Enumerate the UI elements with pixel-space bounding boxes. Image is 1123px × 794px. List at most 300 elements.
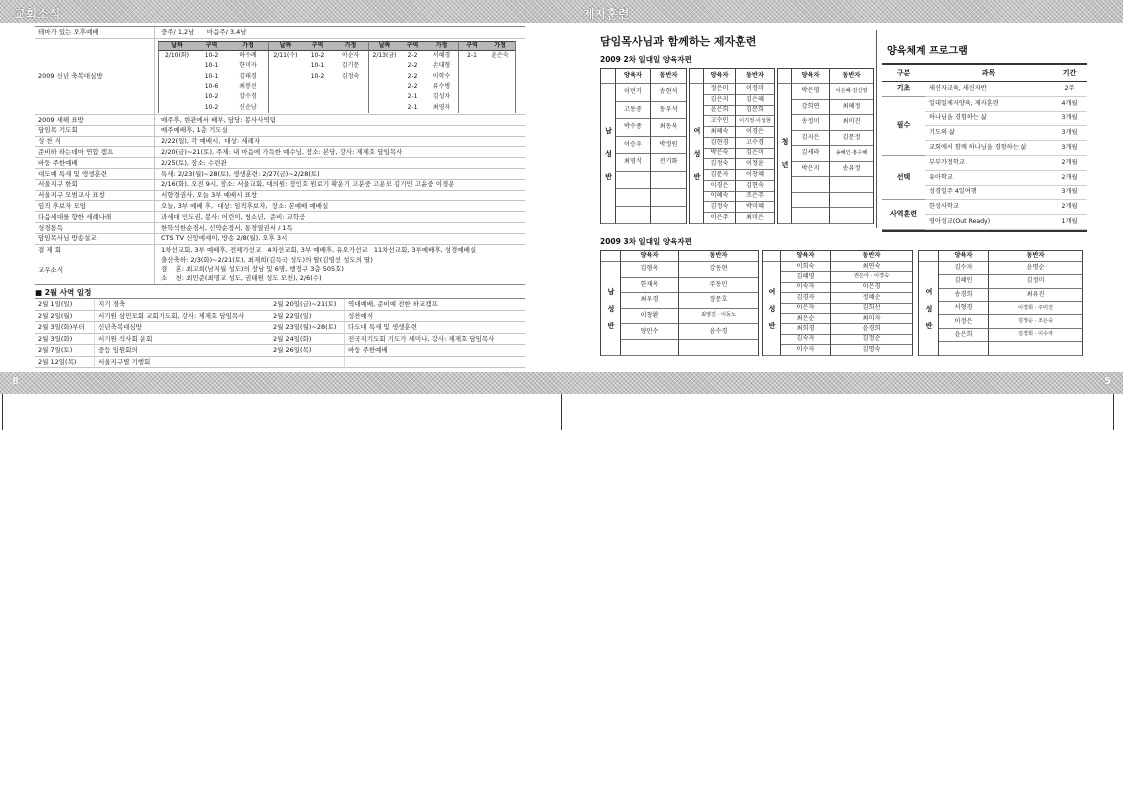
family-news-value bbox=[155, 255, 525, 284]
news-row-visitation bbox=[35, 39, 525, 115]
visitation-cell: 10-1 bbox=[204, 62, 219, 70]
left-section-title: 교회소식 bbox=[14, 7, 61, 21]
column-divider bbox=[876, 30, 877, 228]
round3-men-table bbox=[600, 250, 759, 356]
schedule-event: 서기원 삼민모회 교회기도회, 강사: 제제호 담임목사 bbox=[95, 311, 270, 323]
partner-name: 정혜순 bbox=[831, 293, 913, 303]
visitation-cell: 10-2 bbox=[204, 52, 219, 60]
news-row bbox=[35, 245, 525, 256]
program-subject: 성경일주 4일여행 bbox=[925, 186, 1052, 201]
visitation-cell bbox=[368, 102, 400, 112]
visitation-cell bbox=[333, 82, 368, 92]
visitation-cell: 2-1 bbox=[407, 93, 418, 101]
visitation-cell: 2/13(금) bbox=[368, 51, 400, 61]
news-label: 테마가 있는 오후예배 bbox=[35, 27, 155, 38]
visitation-cell: 2/10(화) bbox=[158, 51, 195, 61]
discipleship-title: 담임목사님과 함께하는 제자훈련 bbox=[600, 35, 757, 48]
partner-name: 김은미 bbox=[736, 149, 775, 160]
partner-name bbox=[830, 193, 874, 209]
schedule-event: 바둥 주한예배 bbox=[345, 345, 525, 357]
schedule-date: 2월 3일(화) bbox=[35, 334, 95, 346]
partner-name: 최혜정 bbox=[830, 100, 874, 116]
mentor-name: 김혜인 bbox=[939, 275, 989, 288]
partner-name: 김은혜 bbox=[736, 95, 775, 106]
bottom-footer-band bbox=[0, 372, 1123, 394]
visitation-header-cell: 구역 bbox=[302, 41, 333, 51]
mentor-header: 양육자 bbox=[792, 69, 830, 84]
partner-header: 동반자 bbox=[651, 69, 687, 84]
partner-header: 동반자 bbox=[830, 69, 874, 84]
news-value: 2/16(화), 오전 9시, 장소: 서울교회, 대의원: 장인호 원로기 확운기 고분중 고운모 김기민 고윤중 이경운 bbox=[161, 180, 455, 189]
visitation-cell bbox=[368, 61, 400, 71]
partner-name: 동우석 bbox=[651, 102, 687, 120]
partner-name: 권은아 · 이경숙 bbox=[831, 272, 913, 282]
mentor-name: 김숙자 bbox=[781, 335, 831, 345]
program-period: 2개월 bbox=[1052, 156, 1087, 171]
news-value: 2/25(토), 장소: 수련관 bbox=[161, 158, 227, 167]
visitation-header-cell: 날짜 bbox=[268, 41, 302, 51]
partner-name: 최연숙 bbox=[831, 262, 913, 272]
group-label-cell bbox=[763, 262, 781, 356]
visitation-cell bbox=[485, 102, 515, 112]
partner-header: 동반자 bbox=[736, 69, 775, 84]
mentor-name: 김혜영 bbox=[781, 272, 831, 282]
visitation-schedule-cell bbox=[155, 39, 525, 114]
mentor-name: 박은지 bbox=[792, 162, 830, 178]
schedule-title: ■ 2월 사역 일정 bbox=[35, 288, 92, 297]
visitation-cell: 한미자 bbox=[239, 62, 257, 70]
schedule-date: 2월 12일(목) bbox=[35, 357, 95, 369]
partner-header: 동반자 bbox=[831, 251, 913, 262]
news-value: 중주/ 1,2남 마음주/ 3,4남 bbox=[161, 28, 247, 37]
schedule-date: 2월 24일(화) bbox=[270, 334, 345, 346]
visitation-cell: 10-2 bbox=[204, 103, 219, 111]
partner-name: 송현석 bbox=[651, 84, 687, 102]
news-value: 한학석한순경서, 신약순경서, 통경열권서 / 1독 bbox=[161, 223, 293, 232]
mentor-name: 김정숙 bbox=[704, 159, 736, 170]
mentor-name: 김형옥 bbox=[621, 262, 679, 278]
program-header-cell: 과목 bbox=[925, 65, 1052, 82]
round3-title: 2009 3차 일대일 양육자편 bbox=[600, 237, 692, 246]
visitation-schedule-table bbox=[158, 41, 516, 113]
round2-title: 2009 2차 일대일 양육자편 bbox=[600, 55, 692, 64]
partner-name: 이은혜·김신영 bbox=[830, 84, 874, 100]
partner-name: 윤수경 bbox=[679, 324, 759, 340]
partner-name: 박미혜 bbox=[736, 202, 775, 213]
visitation-cell: 강수경 bbox=[239, 93, 257, 101]
news-row bbox=[35, 115, 525, 126]
partner-name: 최미진 bbox=[830, 115, 874, 131]
church-news-table bbox=[35, 26, 525, 285]
visitation-cell: 2/11(수) bbox=[268, 51, 302, 61]
program-period: 2개월 bbox=[1052, 200, 1087, 215]
visitation-cell: 10-2 bbox=[310, 52, 325, 60]
news-value: 오늘, 3부 예배 후, 대상: 임직후보자, 장소: 본예배 예배실 bbox=[161, 202, 329, 211]
news-value: 서향경권사, 오늘 3부 예배시 표창 bbox=[161, 191, 258, 200]
schedule-event: 다도대 특새 및 생생훈련 bbox=[345, 322, 525, 334]
visitation-cell bbox=[333, 92, 368, 102]
mentor-name: 양민수 bbox=[621, 324, 679, 340]
visitation-cell: 10-6 bbox=[204, 83, 219, 91]
mentor-name: 박수종 bbox=[616, 119, 651, 137]
program-period: 3개월 bbox=[1052, 126, 1087, 141]
news-row bbox=[35, 191, 525, 202]
mentor-name: 이혜숙 bbox=[704, 192, 736, 203]
visitation-cell bbox=[485, 82, 515, 92]
group-label-cell bbox=[778, 84, 792, 224]
news-label: 담임목사님 방송설교 bbox=[35, 234, 155, 244]
mentor-name: 이창환 bbox=[621, 309, 679, 325]
visitation-cell: 2-2 bbox=[407, 72, 418, 80]
group-label: 남성반 bbox=[607, 287, 615, 339]
left-page-number: 8 bbox=[12, 376, 19, 387]
schedule-event: 전국지기도회 기도가 세미나, 강사: 제제호 담임목사 bbox=[345, 334, 525, 346]
visitation-cell: 윤은숙 bbox=[491, 52, 509, 60]
partner-name: 이정윤 bbox=[736, 159, 775, 170]
schedule-event: 지기 경축 bbox=[95, 299, 270, 311]
visitation-header-cell: 구역 bbox=[195, 41, 228, 51]
news-label: 결 제 회 bbox=[35, 245, 155, 256]
program-period: 1개월 bbox=[1052, 215, 1087, 230]
visitation-cell bbox=[302, 92, 333, 102]
mentor-name: 최희경 bbox=[781, 324, 831, 334]
visitation-header-cell: 가정 bbox=[333, 41, 368, 51]
partner-name: 이기정·이성현 bbox=[736, 116, 775, 127]
visitation-cell bbox=[485, 61, 515, 71]
schedule-date: 2월 2일(월) bbox=[35, 311, 95, 323]
program-category: 사역훈련 bbox=[882, 200, 925, 230]
visitation-cell bbox=[302, 82, 333, 92]
visitation-cell: 10-1 bbox=[204, 72, 219, 80]
partner-name: 윤경희 bbox=[831, 324, 913, 334]
news-value: 매주예배후, 1층 기도실 bbox=[161, 126, 228, 135]
group-label-cell bbox=[690, 84, 704, 224]
news-value: 2/20(금)~21(토), 주제: 내 마음에 가득한 예수님, 장소: 본당, 강사: 제제호 담임목사 bbox=[161, 148, 403, 157]
partner-name bbox=[830, 177, 874, 193]
mentor-name: 최은순 bbox=[781, 314, 831, 324]
program-period: 3개월 bbox=[1052, 186, 1087, 201]
news-label: 다음세대를 향한 세례나래 bbox=[35, 212, 155, 222]
program-subject: 일대일제자양육, 제자훈련 bbox=[925, 97, 1052, 112]
visitation-cell bbox=[368, 82, 400, 92]
visitation-cell bbox=[158, 61, 195, 71]
news-row bbox=[35, 212, 525, 223]
family-news-line: 소 천: 최민준(최명교 성도, 권태원 성도 모친), 2/6(수) bbox=[161, 274, 322, 283]
partner-name bbox=[651, 207, 687, 225]
visitation-header-cell: 가정 bbox=[485, 41, 515, 51]
partner-name: 최유진 bbox=[989, 289, 1083, 302]
news-row bbox=[35, 169, 525, 180]
news-label: 준비하 하는데마 연합 캠프 bbox=[35, 147, 155, 157]
program-subject: 교회에서 함께 하나님을 경험하는 삶 bbox=[925, 141, 1052, 156]
round2-women-table bbox=[689, 68, 775, 224]
round3-women-table-a bbox=[762, 250, 913, 356]
visitation-cell bbox=[458, 72, 485, 82]
mentor-name: 이희숙 bbox=[781, 262, 831, 272]
program-subject: 부부가정학교 bbox=[925, 156, 1052, 171]
partner-header: 동반자 bbox=[679, 251, 759, 262]
news-value: 매주후, 현관에서 배부, 담당: 봉사사역팀 bbox=[161, 115, 277, 124]
mentor-name: 이숙자 bbox=[781, 283, 831, 293]
news-label: 2009 신년 축복대심방 bbox=[35, 39, 155, 114]
group-label-cell bbox=[919, 262, 939, 356]
mentor-name: 서형경 bbox=[939, 302, 989, 315]
partner-name: 이경희 · 주미진 bbox=[989, 302, 1083, 315]
program-subject: 새신자교육, 새신자반 bbox=[925, 82, 1052, 97]
schedule-event: 서울지구별 기행회 bbox=[95, 357, 270, 369]
partner-name: 주동민 bbox=[679, 278, 759, 294]
visitation-cell: 최영자 bbox=[432, 103, 451, 111]
center-fold-mark bbox=[561, 394, 562, 430]
visitation-cell bbox=[158, 92, 195, 102]
program-period: 3개월 bbox=[1052, 141, 1087, 156]
visitation-cell bbox=[458, 61, 485, 71]
news-value: 1차선교회, 3부 예배후, 전체가선교 4차선교회, 3부 예배후, 유오가선교 11차선교회, 3부예배후, 성경예배실 bbox=[161, 245, 477, 254]
program-category: 필수 bbox=[882, 97, 925, 156]
partner-name: 김명숙 bbox=[831, 345, 913, 355]
left-edge-mark bbox=[2, 394, 3, 430]
mentor-name: 김세라 bbox=[792, 146, 830, 162]
visitation-cell bbox=[458, 82, 485, 92]
news-row bbox=[35, 137, 525, 148]
program-subject: 영아성교(Out Ready) bbox=[925, 215, 1052, 230]
group-header-blank bbox=[763, 251, 781, 262]
partner-name: 윤명순 bbox=[989, 262, 1083, 275]
mentor-name bbox=[792, 208, 830, 224]
schedule-event: 서기원 석사회 운회 bbox=[95, 334, 270, 346]
news-rows bbox=[35, 115, 525, 255]
mentor-name bbox=[616, 189, 651, 207]
visitation-header-cell: 구역 bbox=[458, 41, 485, 51]
group-header-blank bbox=[690, 69, 704, 84]
group-header-blank bbox=[601, 251, 621, 262]
visitation-cell bbox=[368, 72, 400, 82]
program-period: 4개월 bbox=[1052, 97, 1087, 112]
group-label: 남성반 bbox=[604, 127, 613, 196]
partner-name: 이은경 bbox=[831, 283, 913, 293]
schedule-date bbox=[270, 357, 345, 369]
round2-men-table bbox=[600, 68, 687, 224]
partner-name: 최동욱 bbox=[651, 119, 687, 137]
visitation-cell: 김기문 bbox=[341, 62, 360, 70]
group-label: 여성반 bbox=[693, 126, 701, 196]
visitation-header-cell: 가정 bbox=[425, 41, 458, 51]
schedule-date: 2월 20일(금)~21(토) bbox=[270, 299, 345, 311]
group-header-blank bbox=[778, 69, 792, 84]
partner-name: 고수경 bbox=[736, 138, 775, 149]
visitation-cell: 최봉선 bbox=[239, 83, 257, 91]
visitation-cell bbox=[268, 61, 302, 71]
schedule-date: 2월 7일(토) bbox=[35, 345, 95, 357]
mentor-name: 이수자 bbox=[781, 345, 831, 355]
mentor-name: 정은미 bbox=[704, 84, 736, 95]
mentor-header: 양육자 bbox=[616, 69, 651, 84]
mentor-name: 김수자 bbox=[939, 262, 989, 275]
partner-name: 전기화 bbox=[651, 154, 687, 172]
mentor-name bbox=[621, 340, 679, 356]
visitation-cell bbox=[458, 92, 485, 102]
mentor-name: 박은숙 bbox=[704, 149, 736, 160]
program-period: 3개월 bbox=[1052, 112, 1087, 127]
mentor-name: 고동중 bbox=[616, 102, 651, 120]
visitation-cell bbox=[158, 102, 195, 112]
group-label-cell bbox=[601, 262, 621, 356]
news-row bbox=[35, 180, 525, 191]
visitation-cell: 하수례 bbox=[239, 52, 257, 60]
mentor-name: 이은주 bbox=[704, 213, 736, 224]
visitation-cell: 김태경 bbox=[239, 72, 257, 80]
news-value: 특새: 2/23(월)~28(토), 생생훈련: 2/27(금)~2/28(토) bbox=[161, 169, 320, 178]
visitation-cell: 이학수 bbox=[432, 72, 451, 80]
visitation-cell: 2-1 bbox=[458, 51, 485, 61]
top-header-band bbox=[0, 0, 1123, 23]
mentor-name bbox=[939, 342, 989, 355]
visitation-header-cell: 가정 bbox=[228, 41, 268, 51]
partner-name bbox=[989, 342, 1083, 355]
news-row bbox=[35, 234, 525, 245]
group-label: 여성반 bbox=[925, 287, 933, 339]
mentor-name: 송정미 bbox=[792, 115, 830, 131]
mentor-name: 최혜숙 bbox=[704, 127, 736, 138]
mentor-name: 박은영 bbox=[792, 84, 830, 100]
partner-name: 김경희 · 이수자 bbox=[989, 329, 1083, 342]
partner-name: 김문정 bbox=[830, 131, 874, 147]
schedule-date: 2월 3일(화)부터 bbox=[35, 322, 95, 334]
partner-name: 장문호 bbox=[679, 293, 759, 309]
visitation-cell: 신순남 bbox=[239, 103, 257, 111]
schedule-event bbox=[345, 357, 525, 369]
visitation-cell: 2-2 bbox=[407, 83, 418, 91]
mentor-name: 최영식 bbox=[616, 154, 651, 172]
visitation-header-cell: 날짜 bbox=[368, 41, 400, 51]
group-header-blank bbox=[919, 251, 939, 262]
visitation-header-cell: 구역 bbox=[400, 41, 425, 51]
news-label: 담임목 기도회 bbox=[35, 126, 155, 136]
news-label: 서울지구 한회 bbox=[35, 180, 155, 190]
visitation-header-cell: 날짜 bbox=[158, 41, 195, 51]
group-label: 청년 bbox=[781, 138, 789, 185]
program-header-cell: 구분 bbox=[882, 65, 925, 82]
monthly-schedule-table bbox=[35, 298, 525, 368]
mentor-name: 한재옥 bbox=[621, 278, 679, 294]
program-table bbox=[882, 63, 1087, 232]
schedule-event: 신년축복대심방 bbox=[95, 322, 270, 334]
visitation-cell: 류수병 bbox=[432, 83, 451, 91]
schedule-event: 역대예배, 준비예 전한 하교캠프 bbox=[345, 299, 525, 311]
news-row bbox=[35, 201, 525, 212]
partner-name: 최미자 bbox=[831, 314, 913, 324]
schedule-date: 2월 22일(일) bbox=[270, 311, 345, 323]
schedule-date: 2월 1일(일) bbox=[35, 299, 95, 311]
partner-name bbox=[651, 172, 687, 190]
mentor-name: 이은자 bbox=[781, 304, 831, 314]
program-subject: 기도의 삶 bbox=[925, 126, 1052, 141]
partner-name: 송혜인·홍수혜 bbox=[830, 146, 874, 162]
visitation-cell bbox=[268, 72, 302, 82]
program-subject: 한성사학교 bbox=[925, 200, 1052, 215]
visitation-cell: 이순자 bbox=[341, 52, 360, 60]
mentor-name: 김문자 bbox=[704, 170, 736, 181]
partner-name: 이정미 bbox=[736, 84, 775, 95]
schedule-event: 중등 임원회의 bbox=[95, 345, 270, 357]
news-row-theme bbox=[35, 27, 525, 39]
partner-name: 강동현 bbox=[679, 262, 759, 278]
news-row bbox=[35, 147, 525, 158]
visitation-cell: 2-1 bbox=[407, 103, 418, 111]
visitation-cell bbox=[368, 92, 400, 102]
partner-name: 김현숙 bbox=[736, 181, 775, 192]
mentor-name: 김정숙 bbox=[704, 202, 736, 213]
visitation-cell: 10-1 bbox=[310, 62, 325, 70]
visitation-cell: 김정숙 bbox=[341, 72, 360, 80]
program-period: 2주 bbox=[1052, 82, 1087, 97]
news-label: 2009 새해 표방 bbox=[35, 115, 155, 125]
partner-name: 이경은 bbox=[736, 127, 775, 138]
news-label: 대도예 특새 및 앵생훈련 bbox=[35, 169, 155, 179]
visitation-cell: 손대형 bbox=[432, 62, 451, 70]
visitation-cell bbox=[302, 102, 333, 112]
program-subject: 유아학교 bbox=[925, 171, 1052, 186]
news-label: 성 찬 식 bbox=[35, 137, 155, 147]
program-subject: 하나님을 경험하는 삶 bbox=[925, 112, 1052, 127]
news-value: 2/22(일), 각 예배시, 대상: 세례자 bbox=[161, 137, 261, 146]
schedule-event: 성찬예식 bbox=[345, 311, 525, 323]
round2-youth-table bbox=[777, 68, 874, 224]
mentor-name bbox=[616, 172, 651, 190]
visitation-cell: 서혜경 bbox=[432, 52, 451, 60]
partner-name: 최미은 bbox=[736, 213, 775, 224]
mentor-name bbox=[792, 193, 830, 209]
program-title: 양육체계 프로그램 bbox=[887, 46, 968, 57]
round3-women-table-b bbox=[918, 250, 1083, 356]
news-row-family bbox=[35, 255, 525, 284]
mentor-name: 이경은 bbox=[704, 181, 736, 192]
right-edge-mark bbox=[1113, 394, 1114, 430]
mentor-name: 송경희 bbox=[939, 289, 989, 302]
visitation-cell: 10-2 bbox=[310, 72, 325, 80]
visitation-cell: 김성자 bbox=[432, 93, 451, 101]
partner-name: 김희선 bbox=[831, 304, 913, 314]
mentor-name: 김경자 bbox=[781, 293, 831, 303]
partner-name: 김정미 bbox=[989, 275, 1083, 288]
visitation-cell: 2-2 bbox=[407, 62, 418, 70]
news-label: 교우소식 bbox=[35, 255, 155, 284]
partner-name: 김정순 bbox=[831, 335, 913, 345]
news-row bbox=[35, 158, 525, 169]
visitation-cell bbox=[268, 102, 302, 112]
partner-name: 박정원 bbox=[651, 137, 687, 155]
partner-name: 김정순 · 조은숙 bbox=[989, 315, 1083, 328]
partner-header: 동반자 bbox=[989, 251, 1083, 262]
mentor-name: 윤은희 bbox=[939, 329, 989, 342]
news-value: CTS TV 신앙에세이, 방송 2/8(월), 오후 3시 bbox=[161, 234, 288, 243]
partner-name: 송유정 bbox=[830, 162, 874, 178]
mentor-name: 윤은희 bbox=[704, 106, 736, 117]
program-category: 기초 bbox=[882, 82, 925, 97]
family-news-line: 결 혼: 최고희(남지월 성도)의 장남 및 6명, 행정구 3층 505호) bbox=[161, 265, 344, 274]
mentor-name: 이민기 bbox=[616, 84, 651, 102]
program-header-cell: 기간 bbox=[1052, 65, 1087, 82]
mentor-header: 양육자 bbox=[939, 251, 989, 262]
visitation-cell bbox=[268, 82, 302, 92]
visitation-cell bbox=[158, 72, 195, 82]
news-label: 성경통독 bbox=[35, 223, 155, 233]
partner-name bbox=[830, 208, 874, 224]
visitation-cell: 10-2 bbox=[204, 93, 219, 101]
visitation-cell bbox=[268, 92, 302, 102]
news-label: 임직 후보자 모임 bbox=[35, 201, 155, 211]
right-section-title: 제자훈련 bbox=[583, 7, 630, 21]
